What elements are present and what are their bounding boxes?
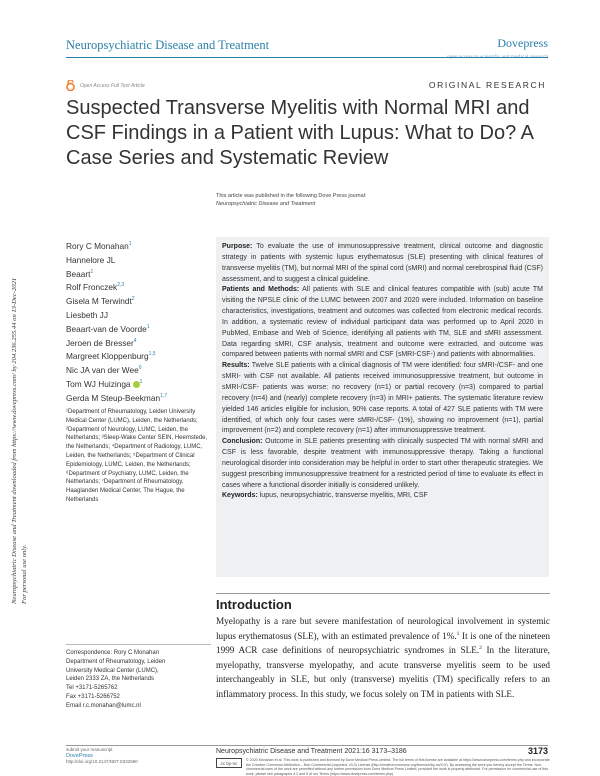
- cc-license-icon[interactable]: cc by-nc: [216, 758, 242, 768]
- author-item[interactable]: Beaart$^1$: [66, 268, 94, 279]
- author-item[interactable]: Margreet Kloppenburg$^{1,5}$: [66, 351, 156, 362]
- journal-name[interactable]: Neuropsychiatric Disease and Treatment: [66, 38, 270, 52]
- abstract-results: Results: Twelve SLE patients with a clinical diagnosis of TM were identified: four sMRI-/CSF- and one sMRI- with CSF not available. All patients received immunosuppressive treatment, but outcome in sMRI-/CSF- patients was worse: no recovery (n=1) or partial recovery (n=3) compared to partial recovery (n=4) and (nearly) complete recovery (n=3) in MRI+ patients. The systematic literature review yielded 146 articles eligible for inclusion, 90% case reports. A total of 427 SLE patients with TM were identified, of which only four cases were sMRI-/CSF- (1%), showing no improvement (n=1), partial improvement (n=2) and complete recovery (n=1) after immunosuppressive treatment.: [222, 362, 543, 435]
- publisher-name: Dovepress: [497, 36, 548, 50]
- open-access-label: Open Access Full Text Article: [80, 82, 145, 89]
- orcid-icon[interactable]: [133, 381, 140, 388]
- abstract-conclusion: Conclusion: Outcome in SLE patients presenting with clinically suspected TM with normal sMRI and CSF is less favorable, despite treatment with immunosuppressive therapy. Taking a functional neurological disorder into consideration may be helpful in order to start other therapeutic strategies. We suggest prescribing immunosuppressive treatment for a restricted period of time to evaluate its effect in cases where a functional disorder initially is considered unlikely.: [222, 438, 543, 489]
- submit-link[interactable]: submit your manuscript: [66, 747, 113, 752]
- introduction-heading: Introduction: [216, 597, 292, 612]
- page-number: 3173: [527, 746, 548, 756]
- download-banner: [2, 124, 36, 604]
- abstract: [216, 237, 549, 577]
- footer-divider: [66, 745, 548, 746]
- download-banner-line: Neuropsychiatric Disease and Treatment downloaded from https://www.dovepress.com/ by 204.236.255.44 on 13-Dec-2021: [11, 277, 18, 604]
- footer-citation: Neuropsychiatric Disease and Treatment 2021:16 3173–3186: [216, 748, 407, 755]
- author-item[interactable]: Jeroen de Bresser$^4$: [66, 337, 137, 348]
- header-divider: [66, 57, 548, 58]
- open-access-row: [66, 80, 145, 91]
- author-item[interactable]: Liesbeth JJ: [66, 309, 108, 320]
- correspondence-block: Correspondence: Rory C Monahan Department of Rheumatology, Leiden University Medical Center (LUMC), Leiden 2333 ZA, the Netherlands Tel +3171-5265762 Fax +3171-5266752 Email r.c.monahan@lumc.nl: [66, 644, 211, 711]
- footer-submit: [66, 747, 138, 765]
- author-list: [66, 240, 214, 406]
- section-divider: [216, 593, 550, 594]
- author-item[interactable]: Gerda M Steup-Beekman$^{1,7}$: [66, 392, 168, 403]
- author-item[interactable]: Rolf Fronczek$^{2,3}$: [66, 282, 125, 293]
- publication-note: This article was published in the following Dove Press journal: Neuropsychiatric Disease and Treatment: [216, 193, 367, 207]
- dovepress-brand[interactable]: DovePress: [66, 753, 93, 759]
- abstract-methods: Patients and Methods: All patients with SLE and clinical features compatible with (sub) acute TM visiting the NPSLE clinic of the LUMC between 2007 and 2020 were included. Information on baseline characteristics, investigations, treatment and outcomes was collected from electronic medical records. In addition, a systematic review of individual participant data was performed up to April 2020 in PubMed, Embase and Web of Science, identifying all patients with TM, SLE and sMRI assessment. Data regarding sMRI, CSF analysis, treatment and outcome were extracted, and outcome was compared between patients with normal sMRI and CSF (sMRI-CSF-) and patients with abnormalities.: [222, 286, 543, 359]
- affiliations: ¹Department of Rheumatology, Leiden University Medical Center (LUMC), Leiden, the Netherlands; ²Department of Neurology, LUMC, Leiden, the Netherlands; ³Sleep-Wake Center SEIN, Heemstede, the Netherlands; ⁴Department of Radiology, LUMC, Leiden, the Netherlands; ⁵Department of Clinical Epidemiology, LUMC, Leiden, the Netherlands; ⁶Department of Psychiatry, LUMC, Leiden, the Netherlands; ⁷Department of Rheumatology, Haaglanden Medical Center, The Hague, the Netherlands: [66, 409, 208, 503]
- correspondence-email[interactable]: Email r.c.monahan@lumc.nl: [66, 702, 141, 709]
- author-item[interactable]: Gisela M Terwindt$^2$: [66, 296, 135, 307]
- article-title: Suspected Transverse Myelitis with Normal MRI and CSF Findings in a Patient with Lupus: What to Do? A Case Series and Systematic Review: [66, 97, 533, 169]
- introduction-paragraph: Myelopathy is a rare but severe manifestation of neurological involvement in systemic lupus erythematosus (SLE), with an estimated prevalence of 1%.$^1$ It is one of the nineteen 1999 ACR case definitions of neuropsychiatric syndromes in SLE.$^2$ In the literature, myelopathy, transverse myelopathy, and acute transverse myelitis seem to be used interchangeably in SLE, but only (transverse) myelitis (TM) specifically refers to an inflammatory process. In this study, we focus solely on TM in patients with SLE.: [216, 616, 550, 699]
- article-type: ORIGINAL RESEARCH: [428, 80, 546, 90]
- author-item[interactable]: Beaart-van de Voorde$^1$: [66, 323, 150, 334]
- author-item[interactable]: Nic JA van der Wee$^6$: [66, 365, 142, 376]
- abstract-keywords: Keywords: lupus, neuropsychiatric, transverse myelitis, MRI, CSF: [222, 492, 428, 500]
- citation-link[interactable]: 1: [456, 630, 460, 637]
- doi-link[interactable]: http://doi.org/10.2147/NDT.S332580: [66, 759, 138, 764]
- abstract-purpose: Purpose: To evaluate the use of immunosuppressive treatment, clinical outcome and diagnostic strategy in patients with systemic lupus erythematosus (SLE) presenting with clinical features of transverse myelitis (TM), but normal MRI of the spinal cord (sMRI) and normal cerebrospinal fluid (CSF) assessment, and to suggest a clinical guideline.: [222, 243, 543, 283]
- license-block: [216, 758, 552, 776]
- personal-use-line: For personal use only.: [21, 544, 28, 604]
- citation-link[interactable]: 2: [479, 645, 482, 652]
- license-text: © 2020 Monahan et al. This work is published and licensed by Dove Medical Press Limited. The full terms of this license are available at https://www.dovepress.com/terms.php and incorporate the Creative Commons Attribution – Non Commercial (unported, v3.0) License (http://creativecommons.org/licenses/by-nc/3.0/). By accessing the work you hereby accept the Terms. Non-commercial uses of the work are permitted without any further permission from Dove Medical Press Limited, provided the work is properly attributed. For permission for commercial use of this work, please see paragraphs 4.2 and 5 of our Terms (https://www.dovepress.com/terms.php).: [246, 758, 550, 776]
- author-item[interactable]: Hannelore JL: [66, 254, 116, 265]
- author-item[interactable]: Tom WJ Huizinga $^1$: [66, 378, 143, 389]
- author-item[interactable]: Rory C Monahan$^1$: [66, 241, 132, 251]
- open-access-icon: [66, 80, 75, 91]
